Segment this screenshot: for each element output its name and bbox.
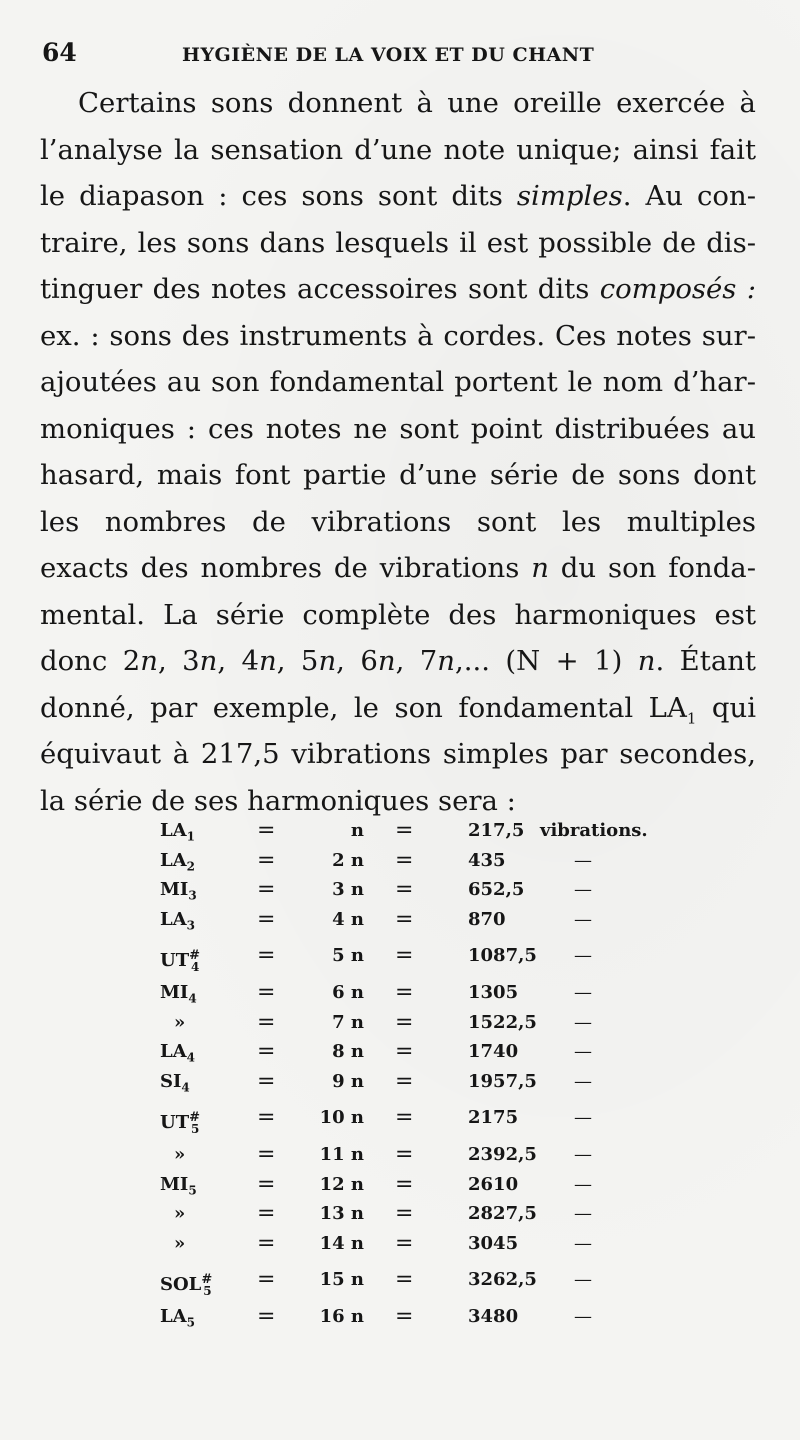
octave-subscript: 3	[186, 918, 195, 933]
multiple: 9 n	[332, 1070, 364, 1092]
equals-sign: =	[257, 980, 276, 1005]
table-row	[160, 1096, 640, 1140]
sharp-sign: #	[189, 948, 200, 963]
note-letters: UT	[160, 1112, 190, 1133]
line-text	[40, 173, 756, 220]
multiple: 2 n	[332, 849, 364, 871]
text-run: traire, les sons dans lesquels il est possible de dis-	[40, 226, 756, 259]
line-text	[40, 592, 756, 639]
note-name	[160, 1199, 244, 1229]
text-run: qui	[696, 691, 757, 724]
ditto-dash: —	[574, 1144, 592, 1165]
table-row	[160, 1037, 640, 1067]
word: donnent	[287, 87, 403, 119]
equals-sign: =	[257, 1230, 276, 1256]
octave-subscript: 5	[203, 1283, 212, 1298]
line-text	[40, 685, 756, 732]
note-letters: SI	[160, 1070, 182, 1092]
line-content	[40, 499, 756, 546]
equals-sign: =	[257, 1039, 276, 1064]
italic-term: composés :	[599, 273, 757, 305]
equals-sign: =	[257, 906, 276, 932]
multiple: 13 n	[319, 1203, 364, 1224]
vibration-value: 1522,5	[468, 1011, 537, 1033]
text-run: . Étant	[655, 645, 756, 677]
vibration-value: 870	[468, 908, 506, 930]
ditto-dash: —	[574, 1070, 592, 1092]
multiple: 10 n	[319, 1107, 364, 1128]
equals-sign: =	[395, 980, 414, 1005]
equals-sign: =	[395, 1142, 414, 1167]
text-run: hasard, mais font partie d’une série de sons dont	[40, 459, 756, 491]
line-content	[40, 266, 756, 313]
text-run: ,... (N + 1)	[454, 645, 638, 677]
equals-sign: =	[395, 1039, 414, 1064]
italic-term: n	[318, 645, 337, 677]
line-text	[40, 452, 756, 499]
line-content	[40, 406, 756, 453]
line-content	[40, 452, 756, 499]
table-row	[160, 1199, 640, 1229]
note-letters: »	[174, 1203, 186, 1224]
line-content	[40, 359, 756, 406]
equals-sign: =	[395, 1304, 414, 1329]
page-header	[42, 38, 758, 74]
line-text	[40, 545, 756, 592]
text-line	[40, 592, 756, 639]
text-run: , 3	[157, 645, 200, 677]
text-run: tinguer des notes accessoires sont dits	[40, 273, 600, 305]
ditto-dash: —	[574, 1173, 592, 1195]
line-content	[40, 127, 756, 174]
note-letters: LA	[160, 1306, 187, 1327]
table-row	[160, 934, 640, 978]
text-run: donné, par exemple, le son fondamental LA	[40, 691, 687, 724]
line-text	[40, 731, 756, 778]
text-run: les nombres de vibrations sont les multiples	[40, 505, 756, 538]
text-line	[40, 638, 756, 685]
note-name	[160, 1229, 244, 1259]
vibration-value: 435	[468, 849, 506, 871]
italic-term: n	[259, 645, 277, 677]
note-letters: MI	[160, 1173, 189, 1195]
multiple: 15 n	[319, 1269, 364, 1290]
equals-sign: =	[257, 847, 276, 873]
text-run: ex. : sons des instruments à cordes. Ces notes sur-	[40, 319, 756, 352]
equals-sign: =	[395, 1230, 414, 1256]
word: exercée	[616, 87, 726, 119]
note-letters: »	[174, 1144, 186, 1165]
vibration-value: 1740	[468, 1041, 519, 1062]
line-text	[40, 313, 756, 360]
text-line	[40, 685, 756, 732]
line-content	[40, 220, 756, 267]
table-row	[160, 1067, 640, 1097]
vibration-value: 2175	[468, 1107, 519, 1128]
running-title: HYGIÈNE DE LA VOIX ET DU CHANT	[182, 44, 595, 66]
equals-sign: =	[257, 1142, 276, 1167]
sharp-sign: #	[189, 1110, 200, 1125]
octave-subscript: 5	[191, 1121, 200, 1136]
equals-sign: =	[257, 1267, 276, 1292]
ditto-dash: —	[574, 1203, 592, 1224]
italic-term: n	[637, 645, 656, 677]
line-content	[40, 545, 756, 592]
ditto-dash: —	[574, 849, 592, 871]
note-letters: LA	[160, 908, 187, 930]
word: une	[447, 87, 499, 119]
note-letters: MI	[160, 982, 189, 1003]
note-letters: UT	[160, 950, 190, 971]
harmonics-table	[160, 816, 648, 1332]
equals-sign: =	[395, 1171, 414, 1197]
line-text	[40, 266, 756, 313]
equals-sign: =	[395, 1267, 414, 1292]
text-line	[40, 499, 756, 546]
italic-term: simples	[516, 180, 623, 212]
equals-sign: =	[257, 877, 276, 902]
ditto-dash: —	[574, 1269, 592, 1290]
multiple: 4 n	[332, 908, 364, 930]
page-number: 64	[42, 38, 77, 67]
multiple: n	[350, 820, 364, 841]
multiple: 12 n	[319, 1173, 364, 1195]
vibration-value: 217,5	[468, 820, 525, 841]
multiple: 3 n	[332, 879, 364, 900]
table-row	[160, 905, 640, 935]
sharp-sign: #	[201, 1272, 213, 1287]
text-line	[40, 452, 756, 499]
note-letters: »	[174, 1232, 186, 1254]
italic-term: n	[437, 645, 455, 677]
equals-sign: =	[257, 818, 276, 843]
multiple: 5 n	[332, 945, 364, 966]
word: à	[739, 87, 756, 119]
multiple: 14 n	[319, 1232, 364, 1254]
vibration-value: 652,5	[468, 879, 525, 900]
equals-sign: =	[395, 877, 414, 902]
paragraph	[40, 80, 756, 824]
octave-subscript: 4	[181, 1080, 190, 1095]
line-text	[40, 406, 756, 453]
vibration-value: 2827,5	[468, 1203, 537, 1224]
line-content	[40, 592, 756, 639]
equals-sign: =	[257, 1304, 276, 1329]
text-line	[40, 266, 756, 313]
octave-subscript: 2	[186, 859, 195, 874]
text-line	[40, 359, 756, 406]
text-run: , 6	[336, 645, 378, 677]
italic-term: n	[377, 645, 396, 677]
note-name	[160, 1302, 230, 1338]
text-run: , 4	[217, 645, 260, 677]
line-text	[40, 499, 756, 546]
text-line	[40, 545, 756, 592]
text-run: mental. La série complète des harmoniques est	[40, 598, 756, 631]
equals-sign: =	[257, 943, 276, 968]
multiple: 7 n	[332, 1011, 364, 1033]
vibration-value: 1305	[468, 982, 519, 1003]
multiple: 8 n	[332, 1041, 364, 1062]
vibration-value: 3480	[468, 1306, 519, 1327]
table-row	[160, 875, 640, 905]
equals-sign: =	[395, 943, 414, 968]
vibration-value: 1957,5	[468, 1070, 537, 1092]
note-letters: LA	[160, 1041, 187, 1062]
italic-term: n	[199, 645, 218, 677]
text-line	[40, 220, 756, 267]
word: à	[416, 87, 433, 119]
ditto-dash: —	[574, 1041, 592, 1062]
ditto-dash: —	[574, 908, 592, 930]
note-name	[160, 1103, 230, 1144]
line-text	[40, 359, 756, 406]
note-letters: »	[174, 1011, 186, 1033]
line-content	[40, 638, 756, 685]
equals-sign: =	[395, 906, 414, 932]
line-content	[40, 313, 756, 360]
text-run: du son fonda-	[548, 552, 756, 584]
equals-sign: =	[395, 1068, 414, 1094]
note-name	[160, 1008, 244, 1038]
vibration-value: 2392,5	[468, 1144, 537, 1165]
line-text	[40, 220, 756, 267]
equals-sign: =	[395, 818, 414, 843]
line-content	[40, 731, 756, 778]
ditto-dash: —	[574, 1107, 592, 1128]
octave-subscript: 5	[188, 1183, 197, 1198]
equals-sign: =	[395, 1201, 414, 1226]
line-text	[40, 127, 756, 174]
equals-sign: =	[395, 847, 414, 873]
multiple: 6 n	[332, 982, 364, 1003]
table-row	[160, 1302, 640, 1332]
octave-subscript: 4	[188, 991, 197, 1006]
word: Certains	[78, 87, 197, 119]
equals-sign: =	[395, 1009, 414, 1035]
ditto-dash: —	[574, 1011, 592, 1033]
note-letters: LA	[160, 820, 187, 841]
table-row	[160, 816, 648, 846]
note-letters: MI	[160, 879, 189, 900]
text-run: exacts des nombres de vibrations	[40, 552, 532, 584]
line-content	[40, 173, 756, 220]
table-row	[160, 846, 640, 876]
table-row	[160, 1170, 640, 1200]
note-letters: LA	[160, 849, 187, 871]
line-content	[40, 685, 756, 732]
octave-subscript: 3	[188, 888, 197, 903]
text-line	[40, 313, 756, 360]
table-row	[160, 1140, 640, 1170]
text-run: donc 2	[40, 645, 141, 677]
text-run: équivaut à 217,5 vibrations simples par secondes,	[40, 738, 756, 770]
multiple: 11 n	[319, 1144, 364, 1165]
octave-subscript: 1	[186, 829, 195, 844]
text-line	[40, 731, 756, 778]
note-name	[160, 1140, 244, 1170]
text-run: , 7	[395, 645, 438, 677]
italic-term: n	[531, 552, 549, 584]
note-name	[160, 941, 230, 982]
text-run: . Au con-	[622, 180, 756, 212]
equals-sign: =	[257, 1068, 276, 1094]
table-row	[160, 1229, 640, 1259]
vibration-value: 1087,5	[468, 945, 537, 966]
ditto-dash: —	[574, 1306, 592, 1327]
multiple: 16 n	[319, 1306, 364, 1327]
equals-sign: =	[257, 1201, 276, 1226]
note-name	[160, 1265, 230, 1306]
ditto-dash: —	[574, 1232, 592, 1254]
line-text	[40, 638, 756, 685]
text-run: le diapason : ces sons sont dits	[40, 180, 517, 212]
equals-sign: =	[257, 1105, 276, 1130]
ditto-dash: —	[574, 982, 592, 1003]
octave-subscript: 4	[186, 1050, 195, 1065]
equals-sign: =	[257, 1171, 276, 1197]
vibration-value: 3045	[468, 1232, 519, 1254]
word: oreille	[513, 87, 602, 119]
unit-label: vibrations.	[540, 820, 648, 841]
italic-term: n	[140, 645, 158, 677]
table-row	[160, 1008, 640, 1038]
text-run: , 5	[276, 645, 319, 677]
text-run: l’analyse la sensation d’une note unique; ainsi fait	[40, 133, 756, 166]
table-row	[160, 978, 640, 1008]
octave-subscript: 4	[191, 959, 200, 974]
ditto-dash: —	[574, 879, 592, 900]
text-line	[40, 173, 756, 220]
text-line	[40, 406, 756, 453]
octave-subscript: 5	[186, 1315, 195, 1330]
vibration-value: 2610	[468, 1173, 519, 1195]
text-run: moniques : ces notes ne sont point distribuées au	[40, 412, 756, 445]
text-run: la série de ses harmoniques sera :	[40, 784, 516, 817]
note-letters: SOL	[160, 1274, 202, 1295]
subscript: 1	[686, 709, 697, 727]
text-line	[40, 80, 756, 127]
equals-sign: =	[395, 1105, 414, 1130]
text-run: ajoutées au son fondamental portent le nom d’har-	[40, 366, 756, 398]
vibration-value: 3262,5	[468, 1269, 537, 1290]
text-line	[40, 127, 756, 174]
word: sons	[210, 87, 274, 119]
table-row	[160, 1258, 640, 1302]
ditto-dash: —	[574, 945, 592, 966]
equals-sign: =	[257, 1009, 276, 1035]
